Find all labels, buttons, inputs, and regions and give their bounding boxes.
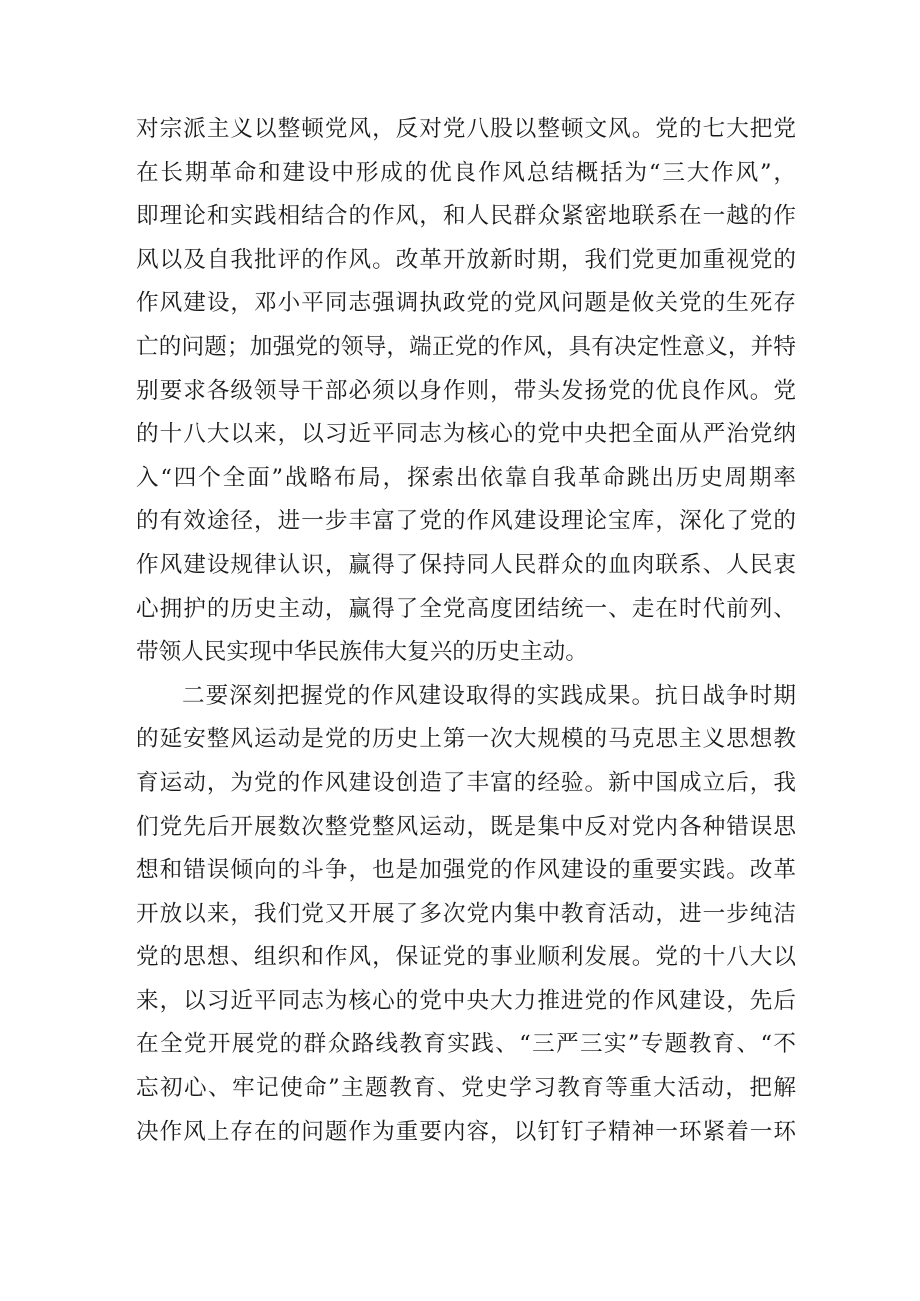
paragraph-end-line: 带领人民实现中华民族伟大复兴的历史主动。 — [136, 639, 588, 666]
text-line: 决作风上存在的问题作为重要内容，以钉钉子精神一环紧着一环 — [136, 1118, 796, 1145]
text-line: 的有效途径，进一步丰富了党的作风建设理论宝库，深化了党的 — [136, 508, 796, 535]
body-text — [136, 108, 796, 1154]
paragraph-start-line: 二要深刻把握党的作风建设取得的实践成果。抗日战争时期 — [182, 682, 796, 709]
text-line: 在长期革命和建设中形成的优良作风总结概括为“三大作风”， — [136, 159, 796, 186]
text-line: 作风建设，邓小平同志强调执政党的党风问题是攸关党的生死存 — [136, 290, 796, 317]
text-line: 在全党开展党的群众路线教育实践、“三严三实”专题教育、“不 — [136, 1031, 796, 1058]
text-line: 的延安整风运动是党的历史上第一次大规模的马克思主义思想教 — [136, 726, 796, 753]
text-line: 作风建设规律认识，赢得了保持同人民群众的血肉联系、人民衷 — [136, 551, 796, 578]
text-line: 入“四个全面”战略布局，探索出依靠自我革命跳出历史周期率 — [136, 464, 796, 491]
text-line: 风以及自我批评的作风。改革开放新时期，我们党更加重视党的 — [136, 246, 796, 273]
text-line: 别要求各级领导干部必须以身作则，带头发扬党的优良作风。党 — [136, 377, 796, 404]
text-line: 党的思想、组织和作风，保证党的事业顺利发展。党的十八大以 — [136, 944, 796, 971]
text-line: 即理论和实践相结合的作风，和人民群众紧密地联系在一越的作 — [136, 203, 796, 230]
text-line: 育运动，为党的作风建设创造了丰富的经验。新中国成立后，我 — [136, 769, 796, 796]
text-line: 忘初心、牢记使命”主题教育、党史学习教育等重大活动，把解 — [136, 1075, 796, 1102]
text-line: 亡的问题；加强党的领导，端正党的作风，具有决定性意义，并特 — [136, 333, 796, 360]
text-line: 想和错误倾向的斗争，也是加强党的作风建设的重要实践。改革 — [136, 857, 796, 884]
text-line: 们党先后开展数次整党整风运动，既是集中反对党内各种错误思 — [136, 813, 796, 840]
text-line: 的十八大以来，以习近平同志为核心的党中央把全面从严治党纳 — [136, 421, 796, 448]
text-line: 来，以习近平同志为核心的党中央大力推进党的作风建设，先后 — [136, 987, 796, 1014]
text-line: 心拥护的历史主动，赢得了全党高度团结统一、走在时代前列、 — [136, 595, 796, 622]
text-line: 开放以来，我们党又开展了多次党内集中教育活动，进一步纯洁 — [136, 900, 796, 927]
text-line: 对宗派主义以整顿党风，反对党八股以整顿文风。党的七大把党 — [136, 116, 796, 142]
